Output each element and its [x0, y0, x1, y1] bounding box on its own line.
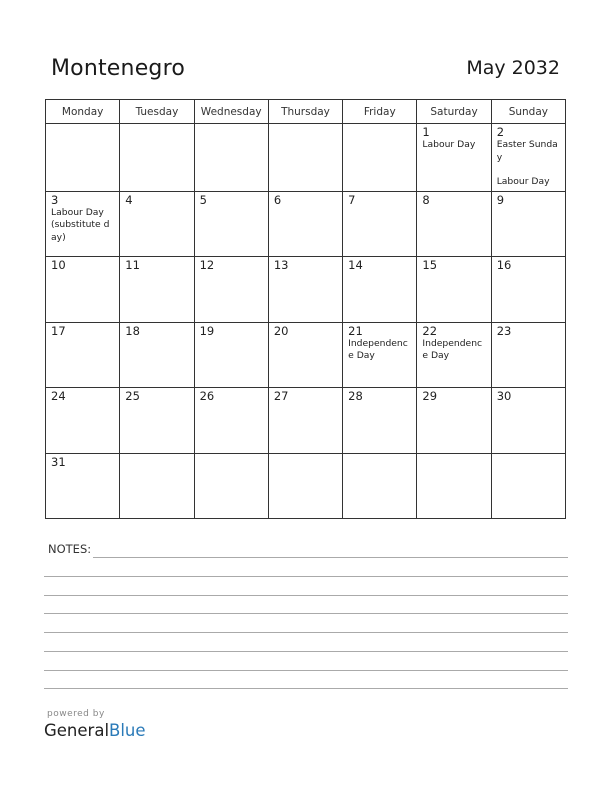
empty-day-cell	[343, 124, 417, 192]
day-cell	[491, 388, 565, 454]
empty-day-cell	[343, 453, 417, 519]
week-row	[46, 453, 566, 519]
day-cell	[417, 124, 491, 192]
day-cell	[491, 257, 565, 323]
day-number: 24	[51, 389, 66, 403]
day-cell	[491, 191, 565, 257]
day-cell	[343, 257, 417, 323]
notes-line	[44, 651, 568, 652]
day-cell	[491, 124, 565, 192]
brand-blue: Blue	[109, 721, 146, 740]
day-number: 31	[51, 454, 66, 469]
day-cell	[194, 388, 268, 454]
day-number: 27	[273, 389, 289, 403]
day-number: 1	[422, 125, 430, 139]
day-cell	[46, 453, 120, 519]
day-cell	[268, 322, 342, 388]
weekday-header: Saturday	[417, 100, 491, 124]
empty-day-cell	[194, 124, 268, 192]
day-cell	[343, 191, 417, 257]
day-number: 23	[496, 323, 512, 338]
empty-day-cell	[194, 453, 268, 519]
empty-day-cell	[268, 124, 342, 192]
week-row	[46, 191, 566, 257]
weekday-header: Monday	[46, 100, 120, 124]
empty-day-cell	[268, 453, 342, 519]
holiday-label: Easter Sunday	[496, 139, 558, 163]
notes-line	[44, 613, 568, 614]
holiday-label: Labour Day	[422, 139, 476, 150]
day-cell	[417, 322, 491, 388]
day-number: 30	[496, 389, 512, 403]
weekday-header: Thursday	[268, 100, 342, 124]
day-number: 6	[273, 192, 282, 207]
holiday-label: Labour Day	[496, 176, 550, 187]
empty-day-cell	[491, 453, 565, 519]
holiday-label: Independence Day	[348, 337, 408, 361]
weekday-header: Tuesday	[120, 100, 194, 124]
day-number: 28	[348, 389, 363, 403]
day-cell	[417, 191, 491, 257]
day-cell	[268, 257, 342, 323]
day-number: 17	[51, 323, 66, 338]
day-cell	[46, 191, 120, 257]
calendar-grid	[45, 99, 566, 519]
weekday-header-row	[46, 100, 566, 124]
notes-line	[93, 557, 568, 558]
brand-general: General	[44, 721, 110, 740]
day-cell	[46, 257, 120, 323]
day-cell	[491, 322, 565, 388]
empty-day-cell	[120, 453, 194, 519]
day-cell	[417, 257, 491, 323]
day-number: 19	[199, 323, 215, 338]
brand-logo	[44, 721, 146, 740]
holiday-label: Independence Day	[422, 337, 483, 361]
day-number: 5	[199, 192, 207, 207]
day-cell	[268, 191, 342, 257]
day-cell	[343, 388, 417, 454]
weekday-header: Sunday	[491, 100, 565, 124]
weekday-header: Friday	[343, 100, 417, 124]
day-number: 15	[422, 258, 438, 272]
weekday-header: Wednesday	[194, 100, 268, 124]
day-cell	[120, 322, 194, 388]
day-number: 22	[422, 323, 438, 338]
week-row	[46, 257, 566, 323]
powered-by-text: powered by	[47, 709, 105, 719]
day-cell	[46, 322, 120, 388]
empty-day-cell	[46, 124, 120, 192]
day-number: 3	[51, 192, 59, 207]
notes-line	[44, 632, 568, 633]
day-cell	[343, 322, 417, 388]
calendar-body	[46, 124, 566, 519]
month-year-title: May 2032	[466, 57, 560, 79]
day-cell	[120, 257, 194, 323]
notes-label: NOTES:	[48, 542, 92, 556]
day-number: 10	[51, 258, 66, 272]
day-number: 25	[125, 389, 140, 403]
day-cell	[120, 388, 194, 454]
day-number: 13	[273, 258, 289, 272]
country-title: Montenegro	[51, 56, 186, 81]
day-number: 18	[125, 323, 140, 338]
notes-line	[44, 576, 568, 577]
day-number: 29	[422, 389, 438, 403]
day-number: 14	[348, 258, 363, 272]
notes-line	[44, 595, 568, 596]
day-cell	[417, 388, 491, 454]
day-cell	[46, 388, 120, 454]
day-number: 4	[125, 192, 133, 207]
day-cell	[120, 191, 194, 257]
day-number: 26	[199, 389, 215, 403]
day-number: 16	[496, 258, 512, 272]
holiday-label: Labour Day (substitute day)	[51, 206, 110, 243]
empty-day-cell	[120, 124, 194, 192]
day-number: 20	[273, 323, 289, 338]
empty-day-cell	[417, 453, 491, 519]
day-number: 9	[496, 192, 505, 207]
day-number: 11	[125, 258, 140, 272]
day-number: 7	[348, 192, 356, 207]
day-cell	[194, 322, 268, 388]
notes-line	[44, 670, 568, 671]
notes-line	[44, 688, 568, 689]
day-number: 2	[496, 125, 505, 139]
week-row	[46, 388, 566, 454]
week-row	[46, 322, 566, 388]
day-cell	[194, 257, 268, 323]
day-number: 12	[199, 258, 215, 272]
day-number: 21	[348, 323, 363, 338]
day-number: 8	[422, 192, 430, 207]
week-row	[46, 124, 566, 192]
day-cell	[268, 388, 342, 454]
day-cell	[194, 191, 268, 257]
